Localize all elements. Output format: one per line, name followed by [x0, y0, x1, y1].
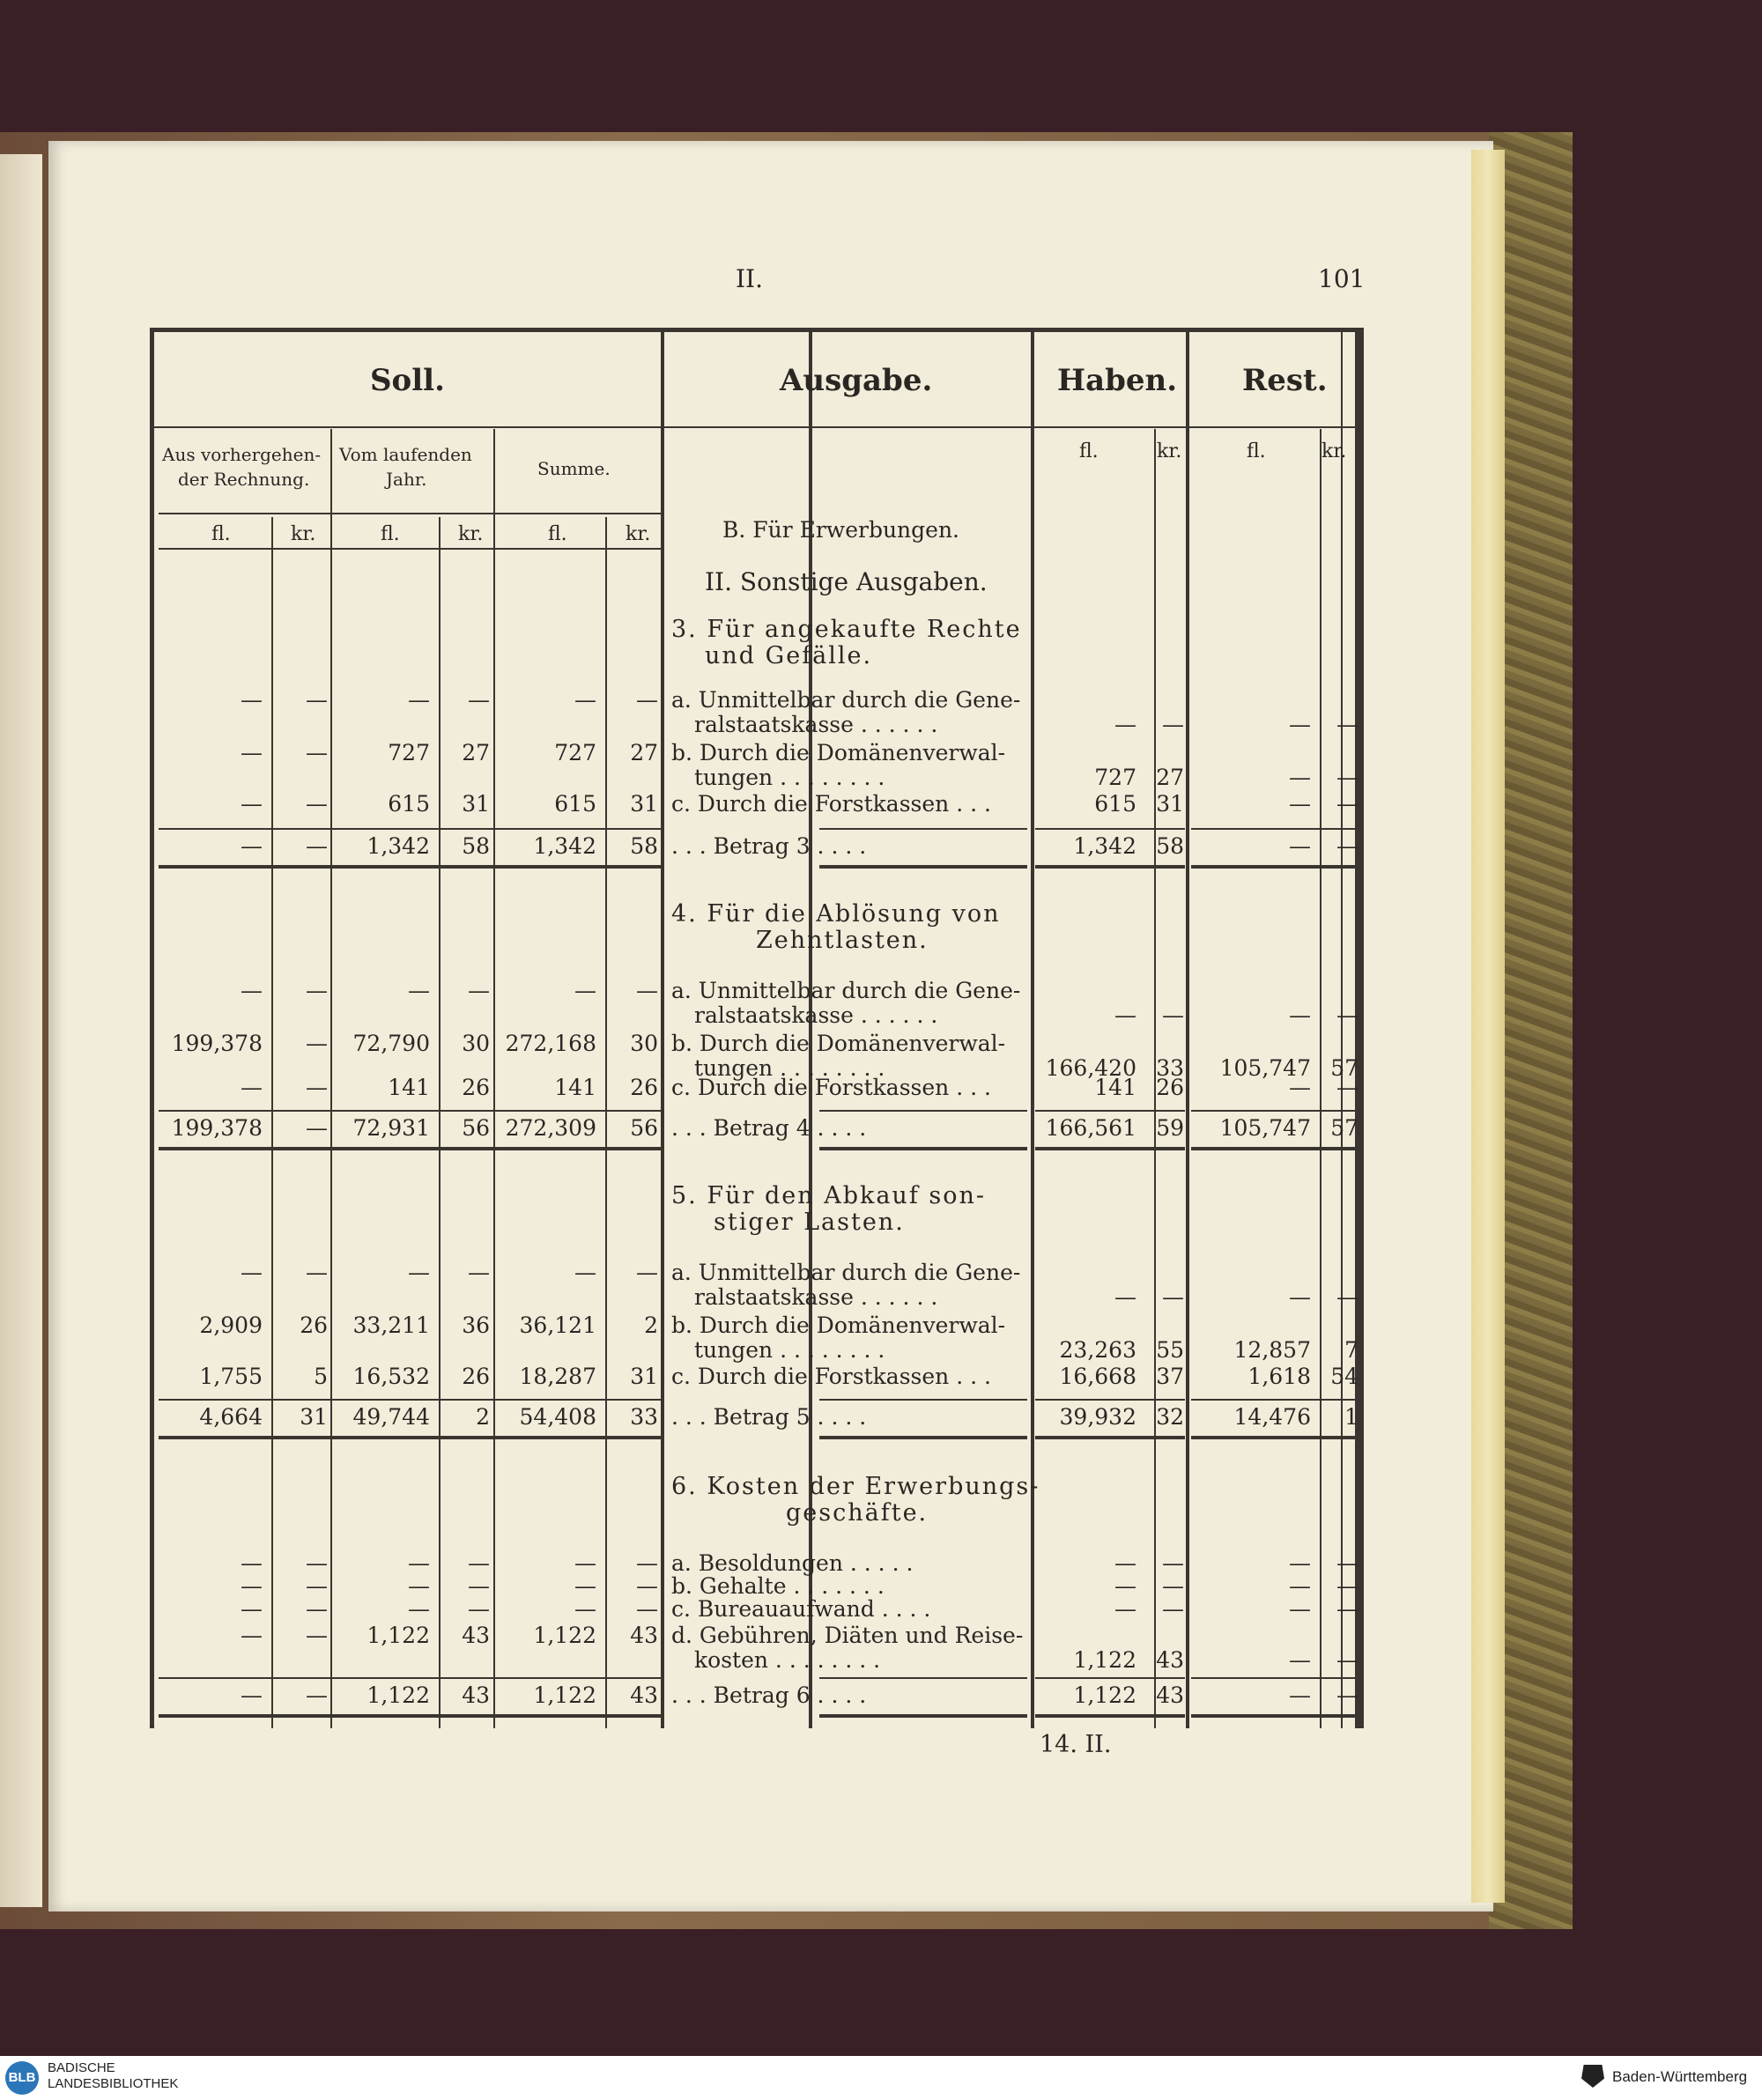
- cell-r4b-0: 199,378: [171, 1031, 263, 1056]
- row-label-r5a: a. Unmittelbar durch die Gene-: [671, 1260, 1021, 1285]
- row-label-r5c: c. Durch die Forstkassen . . .: [671, 1364, 991, 1389]
- fl-label: fl.: [1079, 440, 1099, 462]
- cell-r5c-3: 26: [462, 1364, 490, 1389]
- cell-r4b-4: 272,168: [505, 1031, 596, 1056]
- cell-r4b-6: 166,420: [1045, 1055, 1136, 1081]
- cell-r4a-9: —: [1336, 1002, 1359, 1028]
- cell-r6b-2: —: [408, 1573, 430, 1599]
- row-label-r4a: a. Unmittelbar durch die Gene-: [671, 978, 1021, 1003]
- cell-r4a-0: —: [241, 978, 263, 1003]
- cell-r5b-4: 36,121: [519, 1312, 596, 1338]
- sum-rule: [1191, 828, 1359, 830]
- sum-rule: [819, 1677, 1027, 1679]
- footer-bar: [0, 2056, 1762, 2100]
- cell-r4b-2: 72,790: [352, 1031, 430, 1056]
- cell-r3b-8: —: [1289, 765, 1311, 790]
- cell-r4a-1: —: [306, 978, 328, 1003]
- cell-t3-2: 1,342: [366, 833, 430, 859]
- row-label-r6d: d. Gebühren, Diäten und Reise-: [671, 1623, 1024, 1648]
- cell-r5c-1: 5: [314, 1364, 328, 1389]
- page-number: 101: [1318, 264, 1366, 293]
- cell-r4c-7: 26: [1156, 1075, 1184, 1100]
- cell-r6c-3: —: [468, 1596, 490, 1622]
- cell-r5c-4: 18,287: [519, 1364, 596, 1389]
- cell-r6a-5: —: [636, 1550, 658, 1576]
- cell-t5-1: 31: [300, 1404, 328, 1430]
- cell-r6b-8: —: [1289, 1573, 1311, 1599]
- row-label-r3a: a. Unmittelbar durch die Gene-: [671, 687, 1021, 713]
- cell-r3b-9: —: [1336, 765, 1359, 790]
- cell-t5-2: 49,744: [352, 1404, 430, 1430]
- cell-r5a-0: —: [241, 1260, 263, 1285]
- cell-t6-0: —: [241, 1682, 263, 1708]
- cell-r4b-9: 57: [1330, 1055, 1359, 1081]
- cell-t6-9: —: [1336, 1682, 1359, 1708]
- sum-rule: [159, 1677, 661, 1679]
- library-logo: BLB: [5, 2061, 39, 2095]
- cell-r5b-6: 23,263: [1059, 1337, 1136, 1363]
- cell-r5a-8: —: [1289, 1284, 1311, 1310]
- cell-r6b-7: —: [1162, 1573, 1184, 1599]
- sum-rule: [1191, 1399, 1359, 1401]
- cell-r3a-7: —: [1162, 712, 1184, 737]
- section-6-title-2: geschäfte.: [786, 1499, 929, 1527]
- row-label-r5b: tungen . . . . . . . .: [694, 1337, 885, 1363]
- cell-r3c-3: 31: [462, 791, 490, 817]
- header-soll: Soll.: [370, 363, 445, 398]
- sum-rule: [1191, 1110, 1359, 1112]
- sum-rule: [159, 1110, 661, 1112]
- cell-t5-3: 2: [476, 1404, 490, 1430]
- cell-r6d-4: 1,122: [533, 1623, 596, 1648]
- cell-r3b-3: 27: [462, 740, 490, 765]
- row-label-r4b: b. Durch die Domänenverwal-: [671, 1031, 1006, 1056]
- cell-r4c-3: 26: [462, 1075, 490, 1100]
- cell-r6a-7: —: [1162, 1550, 1184, 1576]
- kr-label: kr.: [1157, 440, 1182, 462]
- cell-r5c-7: 37: [1156, 1364, 1184, 1389]
- cell-t4-9: 57: [1330, 1115, 1359, 1141]
- cell-r3a-2: —: [408, 687, 430, 713]
- cell-t5-4: 54,408: [519, 1404, 596, 1430]
- heading-b: B. Für Erwerbungen.: [722, 517, 960, 543]
- cell-r3b-0: —: [241, 740, 263, 765]
- cell-r3c-6: 615: [1094, 791, 1136, 817]
- sum-rule: [1191, 865, 1359, 869]
- cell-r4b-7: 33: [1156, 1055, 1184, 1081]
- sum-rule: [1035, 1714, 1185, 1718]
- cell-r6c-7: —: [1162, 1596, 1184, 1622]
- cell-r6b-0: —: [241, 1573, 263, 1599]
- cell-r5c-6: 16,668: [1059, 1364, 1136, 1389]
- cell-t4-0: 199,378: [171, 1115, 263, 1141]
- cell-t4-4: 272,309: [505, 1115, 596, 1141]
- library-name-line-1: BADISCHE: [48, 2060, 115, 2075]
- sum-rule: [819, 1436, 1027, 1439]
- cell-r6d-6: 1,122: [1073, 1647, 1136, 1673]
- fl-label: fl.: [381, 523, 400, 545]
- subheader-prev-2: der Rechnung.: [178, 469, 310, 490]
- cell-r3c-4: 615: [554, 791, 596, 817]
- cell-r6a-0: —: [241, 1550, 263, 1576]
- cell-r6d-7: 43: [1156, 1647, 1184, 1673]
- cell-t6-8: —: [1289, 1682, 1311, 1708]
- header-haben: Haben.: [1057, 363, 1178, 398]
- sum-rule: [819, 828, 1027, 830]
- sum-rule: [159, 1714, 661, 1718]
- cell-t5-7: 32: [1156, 1404, 1184, 1430]
- cell-t4-5: 56: [630, 1115, 658, 1141]
- cell-r4c-6: 141: [1094, 1075, 1136, 1100]
- cell-r5b-8: 12,857: [1233, 1337, 1311, 1363]
- cell-r3b-4: 727: [554, 740, 596, 765]
- cell-r3c-8: —: [1289, 791, 1311, 817]
- cell-r4c-5: 26: [630, 1075, 658, 1100]
- sum-rule: [159, 1399, 661, 1401]
- cell-r3a-1: —: [306, 687, 328, 713]
- section-5-title: 5. Für den Abkauf son-: [671, 1182, 987, 1209]
- row-label-r6d: kosten . . . . . . . .: [694, 1647, 881, 1673]
- kr-label: kr.: [1322, 440, 1347, 462]
- subheader-current-2: Jahr.: [386, 469, 427, 490]
- sum-rule: [819, 1110, 1027, 1112]
- cell-r3c-1: —: [306, 791, 328, 817]
- cell-r3a-8: —: [1289, 712, 1311, 737]
- cell-r6c-6: —: [1114, 1596, 1136, 1622]
- sum-rule: [1035, 1677, 1185, 1679]
- cell-r4a-7: —: [1162, 1002, 1184, 1028]
- row-label-r4a: ralstaatskasse . . . . . .: [694, 1002, 938, 1028]
- row-label-t3: . . . Betrag 3 . . . .: [671, 833, 867, 859]
- cell-t4-6: 166,561: [1045, 1115, 1136, 1141]
- section-3-title: 3. Für angekaufte Rechte: [671, 616, 1022, 643]
- row-label-t4: . . . Betrag 4 . . . .: [671, 1115, 867, 1141]
- cell-t4-7: 59: [1156, 1115, 1184, 1141]
- cell-r5a-4: —: [574, 1260, 596, 1285]
- ledger-table: [150, 328, 1364, 1728]
- cell-r6b-6: —: [1114, 1573, 1136, 1599]
- cell-r4b-1: —: [306, 1031, 328, 1056]
- cell-t4-8: 105,747: [1219, 1115, 1311, 1141]
- cell-r4c-0: —: [241, 1075, 263, 1100]
- cell-r6c-5: —: [636, 1596, 658, 1622]
- row-label-r3b: b. Durch die Domänenverwal-: [671, 740, 1006, 765]
- sum-rule: [819, 1147, 1027, 1150]
- cell-r3a-4: —: [574, 687, 596, 713]
- cell-r5b-9: 7: [1344, 1337, 1359, 1363]
- fl-label: fl.: [211, 523, 231, 545]
- sum-rule: [1191, 1436, 1359, 1439]
- cell-t6-1: —: [306, 1682, 328, 1708]
- sum-rule: [1191, 1677, 1359, 1679]
- row-label-r3c: c. Durch die Forstkassen . . .: [671, 791, 991, 817]
- cell-r6d-1: —: [306, 1623, 328, 1648]
- sum-rule: [819, 1714, 1027, 1718]
- sum-rule: [1035, 1436, 1185, 1439]
- subheader-summe: Summe.: [537, 458, 611, 479]
- cell-r6c-1: —: [306, 1596, 328, 1622]
- section-3-title-2: und Gefälle.: [705, 642, 873, 669]
- cell-r3a-3: —: [468, 687, 490, 713]
- cell-r4c-2: 141: [388, 1075, 430, 1100]
- cell-r4a-8: —: [1289, 1002, 1311, 1028]
- cell-r5a-3: —: [468, 1260, 490, 1285]
- sum-rule: [1191, 1714, 1359, 1718]
- cell-r6b-4: —: [574, 1573, 596, 1599]
- cell-r5a-2: —: [408, 1260, 430, 1285]
- cell-r4a-4: —: [574, 978, 596, 1003]
- sum-rule: [1035, 1110, 1185, 1112]
- cell-r3b-6: 727: [1094, 765, 1136, 790]
- cell-t3-7: 58: [1156, 833, 1184, 859]
- row-label-r4b: tungen . . . . . . . .: [694, 1055, 885, 1081]
- cell-r4c-9: —: [1336, 1075, 1359, 1100]
- cell-r5a-7: —: [1162, 1284, 1184, 1310]
- cell-r3b-5: 27: [630, 740, 658, 765]
- cell-r6a-2: —: [408, 1550, 430, 1576]
- cell-r3c-7: 31: [1156, 791, 1184, 817]
- cell-r4a-5: —: [636, 978, 658, 1003]
- cell-r4a-3: —: [468, 978, 490, 1003]
- cell-r6c-0: —: [241, 1596, 263, 1622]
- kr-label: kr.: [291, 523, 316, 545]
- cell-t4-3: 56: [462, 1115, 490, 1141]
- cell-r6a-4: —: [574, 1550, 596, 1576]
- cell-r6d-0: —: [241, 1623, 263, 1648]
- cell-t3-4: 1,342: [533, 833, 596, 859]
- cell-r4c-1: —: [306, 1075, 328, 1100]
- row-label-t5: . . . Betrag 5 . . . .: [671, 1404, 867, 1430]
- cell-r3a-5: —: [636, 687, 658, 713]
- cell-t5-8: 14,476: [1233, 1404, 1311, 1430]
- header-rest: Rest.: [1242, 363, 1328, 398]
- cell-r5c-9: 54: [1330, 1364, 1359, 1389]
- sum-rule: [1035, 828, 1185, 830]
- cell-r6d-5: 43: [630, 1623, 658, 1648]
- row-label-r6c: c. Bureauaufwand . . . .: [671, 1596, 931, 1622]
- cell-t3-8: —: [1289, 833, 1311, 859]
- cell-r6a-8: —: [1289, 1550, 1311, 1576]
- cell-r6a-1: —: [306, 1550, 328, 1576]
- cell-r6b-3: —: [468, 1573, 490, 1599]
- cell-t6-4: 1,122: [533, 1682, 596, 1708]
- subheader-current: Vom laufenden: [339, 444, 472, 465]
- cell-r4c-8: —: [1289, 1075, 1311, 1100]
- section-6-title: 6. Kosten der Erwerbungs-: [671, 1473, 1040, 1500]
- cell-r4b-8: 105,747: [1219, 1055, 1311, 1081]
- cell-r3b-1: —: [306, 740, 328, 765]
- cell-r5a-5: —: [636, 1260, 658, 1285]
- row-label-r6b: b. Gehalte . . . . . . .: [671, 1573, 885, 1599]
- cell-r3a-6: —: [1114, 712, 1136, 737]
- cell-t4-2: 72,931: [352, 1115, 430, 1141]
- sum-rule: [1035, 1147, 1185, 1150]
- cell-r6d-3: 43: [462, 1623, 490, 1648]
- section-4-title: 4. Für die Ablösung von: [671, 900, 1001, 928]
- kr-label: kr.: [458, 523, 484, 545]
- cell-t6-3: 43: [462, 1682, 490, 1708]
- cell-r3a-0: —: [241, 687, 263, 713]
- cell-r5b-2: 33,211: [352, 1312, 430, 1338]
- row-label-r5a: ralstaatskasse . . . . . .: [694, 1284, 938, 1310]
- cell-t3-6: 1,342: [1073, 833, 1136, 859]
- sum-rule: [159, 865, 661, 869]
- row-label-r6a: a. Besoldungen . . . . .: [671, 1550, 914, 1576]
- row-label-r4c: c. Durch die Forstkassen . . .: [671, 1075, 991, 1100]
- row-label-r3b: tungen . . . . . . . .: [694, 765, 885, 790]
- sum-rule: [159, 828, 661, 830]
- library-name: [48, 2060, 178, 2092]
- cell-t6-5: 43: [630, 1682, 658, 1708]
- cell-t5-5: 33: [630, 1404, 658, 1430]
- cell-t3-1: —: [306, 833, 328, 859]
- left-page-edge: [0, 154, 42, 1907]
- sum-rule: [159, 1147, 661, 1150]
- cell-r5b-7: 55: [1156, 1337, 1184, 1363]
- subheader-prev: Aus vorhergehen-: [162, 444, 322, 465]
- cell-r6d-9: —: [1336, 1647, 1359, 1673]
- cell-r6b-5: —: [636, 1573, 658, 1599]
- cell-r3a-9: —: [1336, 712, 1359, 737]
- cell-r3c-5: 31: [630, 791, 658, 817]
- section-4-title-2: Zehntlasten.: [756, 927, 929, 954]
- cell-r4a-2: —: [408, 978, 430, 1003]
- cell-t4-1: —: [306, 1115, 328, 1141]
- row-label-r3a: ralstaatskasse . . . . . .: [694, 712, 938, 737]
- cell-r6c-2: —: [408, 1596, 430, 1622]
- sum-rule: [819, 865, 1027, 869]
- fl-label: fl.: [548, 523, 567, 545]
- cell-r6d-2: 1,122: [366, 1623, 430, 1648]
- row-label-r5b: b. Durch die Domänenverwal-: [671, 1312, 1006, 1338]
- cell-r5c-8: 1,618: [1247, 1364, 1311, 1389]
- cell-r4c-4: 141: [554, 1075, 596, 1100]
- cell-r4b-3: 30: [462, 1031, 490, 1056]
- cell-r6c-4: —: [574, 1596, 596, 1622]
- cell-r3c-9: —: [1336, 791, 1359, 817]
- row-label-t6: . . . Betrag 6 . . . .: [671, 1682, 867, 1708]
- cell-r5a-6: —: [1114, 1284, 1136, 1310]
- cell-t3-0: —: [241, 833, 263, 859]
- cell-r3b-7: 27: [1156, 765, 1184, 790]
- sum-rule: [1191, 1147, 1359, 1150]
- cell-t3-9: —: [1336, 833, 1359, 859]
- cell-r3b-2: 727: [388, 740, 430, 765]
- cell-t5-0: 4,664: [199, 1404, 263, 1430]
- sum-rule: [1035, 1399, 1185, 1401]
- cell-t5-9: 1: [1344, 1404, 1359, 1430]
- cell-t6-7: 43: [1156, 1682, 1184, 1708]
- section-mark: II.: [736, 264, 764, 293]
- cell-t5-6: 39,932: [1059, 1404, 1136, 1430]
- cell-t6-2: 1,122: [366, 1682, 430, 1708]
- library-name-line-2: LANDESBIBLIOTHEK: [48, 2076, 179, 2091]
- cell-r5a-9: —: [1336, 1284, 1359, 1310]
- section-5-title-2: stiger Lasten.: [714, 1209, 905, 1236]
- sheet-signature: 14. II.: [1040, 1731, 1112, 1758]
- sum-rule: [159, 1436, 661, 1439]
- cell-r5c-5: 31: [630, 1364, 658, 1389]
- heading-ii: II. Sonstige Ausgaben.: [705, 567, 988, 596]
- header-ausgabe: Ausgabe.: [780, 363, 933, 398]
- cell-r6c-8: —: [1289, 1596, 1311, 1622]
- state-name: Baden-Württemberg: [1612, 2068, 1748, 2085]
- cell-r6d-8: —: [1289, 1647, 1311, 1673]
- cell-r4a-6: —: [1114, 1002, 1136, 1028]
- sum-rule: [819, 1399, 1027, 1401]
- cell-r5c-0: 1,755: [199, 1364, 263, 1389]
- cell-r6b-9: —: [1336, 1573, 1359, 1599]
- fl-label: fl.: [1247, 440, 1266, 462]
- page-block-edge: [1471, 150, 1505, 1903]
- cell-r6c-9: —: [1336, 1596, 1359, 1622]
- cell-t3-3: 58: [462, 833, 490, 859]
- cell-r3c-2: 615: [388, 791, 430, 817]
- cell-r5b-1: 26: [300, 1312, 328, 1338]
- cell-r5b-3: 36: [462, 1312, 490, 1338]
- cell-t6-6: 1,122: [1073, 1682, 1136, 1708]
- cell-r5b-5: 2: [644, 1312, 658, 1338]
- cell-r6a-6: —: [1114, 1550, 1136, 1576]
- cell-r3c-0: —: [241, 791, 263, 817]
- cell-r5a-1: —: [306, 1260, 328, 1285]
- cell-r6b-1: —: [306, 1573, 328, 1599]
- cell-r5c-2: 16,532: [352, 1364, 430, 1389]
- sum-rule: [1035, 865, 1185, 869]
- kr-label: kr.: [626, 523, 651, 545]
- cell-t3-5: 58: [630, 833, 658, 859]
- cell-r6a-3: —: [468, 1550, 490, 1576]
- cell-r6a-9: —: [1336, 1550, 1359, 1576]
- cell-r4b-5: 30: [630, 1031, 658, 1056]
- cell-r5b-0: 2,909: [199, 1312, 263, 1338]
